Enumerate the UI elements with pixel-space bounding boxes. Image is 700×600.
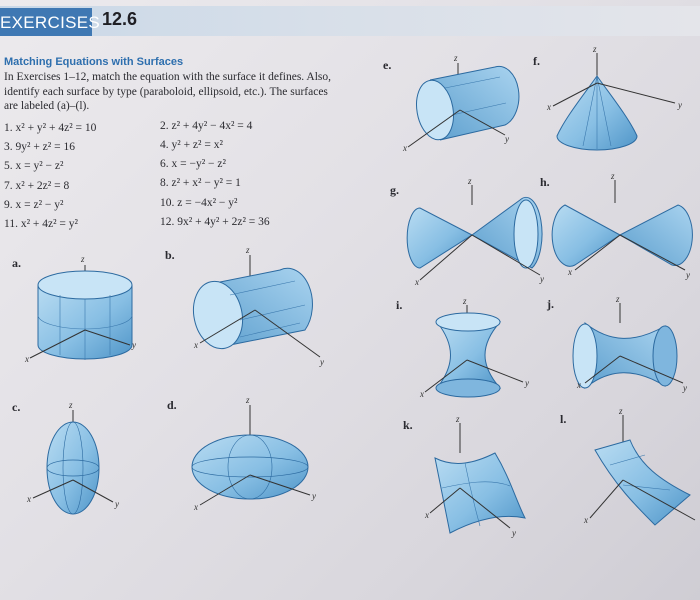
svg-text:x: x bbox=[27, 494, 31, 504]
svg-text:x: x bbox=[403, 143, 407, 153]
svg-text:x: x bbox=[425, 510, 429, 520]
surface-b bbox=[180, 245, 330, 370]
surface-h bbox=[550, 171, 700, 295]
equation-11: 11. x² + 4z² = y² bbox=[4, 218, 78, 230]
svg-text:x: x bbox=[577, 380, 581, 390]
equation-10: 10. z = −4x² − y² bbox=[160, 197, 238, 209]
svg-text:y: y bbox=[512, 528, 516, 538]
figure-label-e: e. bbox=[383, 58, 392, 72]
equation-4: 4. y² + z² = x² bbox=[160, 139, 223, 151]
svg-text:x: x bbox=[420, 389, 424, 399]
surface-c bbox=[25, 400, 155, 525]
equation-5: 5. x = y² − z² bbox=[4, 160, 64, 172]
svg-text:z: z bbox=[619, 406, 623, 416]
axis-label-y: y bbox=[132, 340, 136, 350]
svg-text:y: y bbox=[686, 270, 690, 280]
axis-label-x: x bbox=[25, 354, 29, 364]
svg-text:z: z bbox=[593, 44, 597, 54]
svg-text:z: z bbox=[463, 296, 467, 306]
figure-label-a: a. bbox=[12, 256, 21, 270]
svg-text:y: y bbox=[312, 491, 316, 501]
svg-text:x: x bbox=[584, 515, 588, 525]
instructions-text: In Exercises 1–12, match the equation with the surface it defines. Also, identify each surface by type (paraboloid, ellipsoid, etc.). The surfaces are labeled (a)–(l). bbox=[4, 71, 332, 112]
figure-label-b: b. bbox=[165, 248, 175, 262]
equation-9: 9. x = z² − y² bbox=[4, 199, 64, 211]
svg-text:z: z bbox=[246, 245, 250, 255]
equation-12: 12. 9x² + 4y² + 2z² = 36 bbox=[160, 216, 270, 228]
svg-text:z: z bbox=[454, 53, 458, 63]
surface-a bbox=[20, 250, 170, 375]
equation-1: 1. x² + y² + 4z² = 10 bbox=[4, 122, 97, 134]
svg-text:z: z bbox=[616, 294, 620, 304]
svg-text:z: z bbox=[468, 176, 472, 186]
figure-label-f: f. bbox=[533, 54, 540, 68]
surface-i bbox=[415, 296, 545, 410]
svg-text:y: y bbox=[683, 383, 687, 393]
svg-text:x: x bbox=[194, 340, 198, 350]
svg-text:x: x bbox=[547, 102, 551, 112]
svg-text:y: y bbox=[115, 499, 119, 509]
surface-j bbox=[565, 294, 700, 408]
figure-label-k: k. bbox=[403, 418, 413, 432]
surface-k bbox=[420, 414, 550, 543]
surface-d bbox=[185, 395, 330, 520]
svg-text:y: y bbox=[505, 134, 509, 144]
equation-7: 7. x² + 2z² = 8 bbox=[4, 180, 70, 192]
figure-label-g: g. bbox=[390, 183, 399, 197]
svg-text:z: z bbox=[611, 171, 615, 181]
svg-text:z: z bbox=[246, 395, 250, 405]
axis-label-z: z bbox=[81, 254, 85, 264]
equation-6: 6. x = −y² − z² bbox=[160, 158, 226, 170]
figure-label-i: i. bbox=[396, 298, 403, 312]
svg-text:y: y bbox=[525, 378, 529, 388]
svg-text:z: z bbox=[69, 400, 73, 410]
section-number: 12.6 bbox=[102, 9, 138, 29]
svg-text:x: x bbox=[568, 267, 572, 277]
surface-g bbox=[400, 176, 560, 300]
svg-text:z: z bbox=[456, 414, 460, 424]
svg-text:y: y bbox=[678, 100, 682, 110]
figure-label-h: h. bbox=[540, 175, 550, 189]
figure-label-c: c. bbox=[12, 400, 21, 414]
figure-label-j: j. bbox=[547, 297, 554, 311]
svg-text:y: y bbox=[320, 357, 324, 367]
svg-text:x: x bbox=[194, 502, 198, 512]
exercises-tab: EXERCISES bbox=[0, 8, 92, 36]
surface-f bbox=[545, 44, 695, 168]
equation-2: 2. z² + 4y² − 4x² = 4 bbox=[160, 120, 253, 132]
surface-l bbox=[575, 406, 700, 535]
subsection-title: Matching Equations with Surfaces bbox=[4, 56, 184, 68]
equation-8: 8. z² + x² − y² = 1 bbox=[160, 177, 241, 189]
equation-3: 3. 9y² + z² = 16 bbox=[4, 141, 75, 153]
svg-text:x: x bbox=[415, 277, 419, 287]
surface-e bbox=[400, 55, 530, 175]
svg-text:y: y bbox=[540, 274, 544, 284]
figure-label-d: d. bbox=[167, 398, 177, 412]
figure-label-l: l. bbox=[560, 412, 567, 426]
